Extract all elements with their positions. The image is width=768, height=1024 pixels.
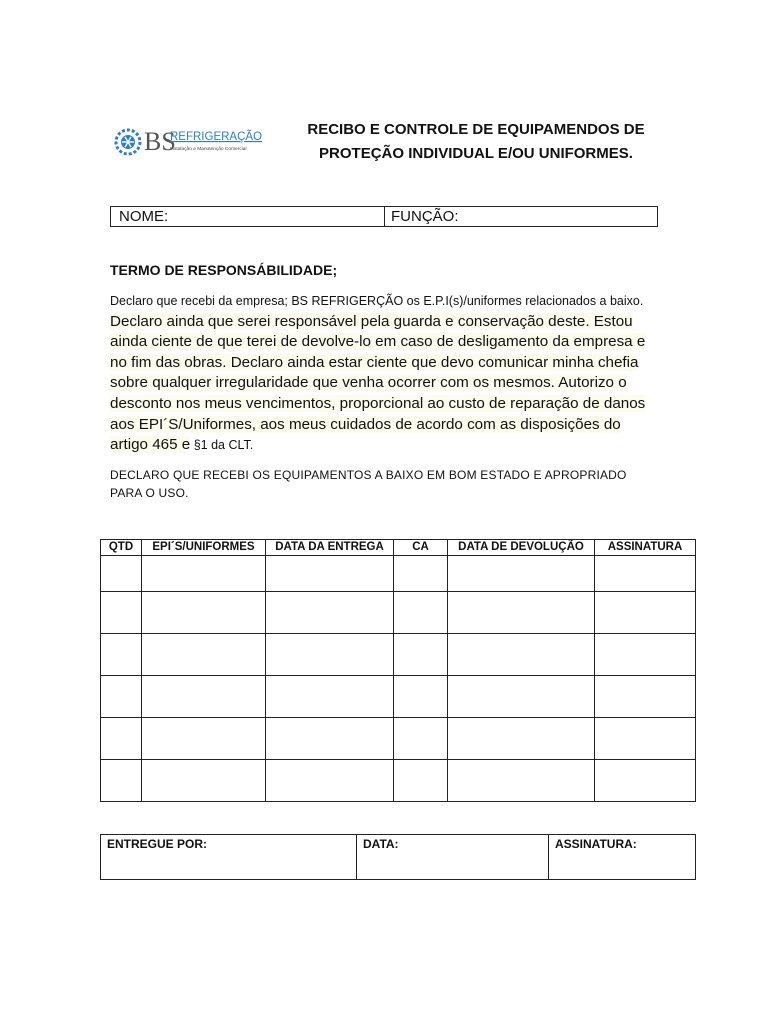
table-cell[interactable]: [595, 592, 696, 634]
epi-table-header: [101, 540, 696, 556]
table-cell[interactable]: [448, 634, 595, 676]
logo-tagline: Instalação e Manutenção Comercial: [170, 147, 247, 152]
signature-field[interactable]: [549, 835, 696, 880]
delivered-by-field[interactable]: [101, 835, 357, 880]
table-cell[interactable]: [394, 556, 448, 592]
term-intro: Declaro que recebi da empresa; BS REFRIGERÇÃO os E.P.I(s)/uniformes relacionados a baixo.: [110, 294, 644, 308]
col-data-entrega: DATA DA ENTREGA: [266, 540, 394, 556]
table-cell[interactable]: [394, 760, 448, 802]
table-row: [101, 634, 696, 676]
table-cell[interactable]: [394, 634, 448, 676]
date-field[interactable]: [357, 835, 549, 880]
col-qtd: QTD: [101, 540, 142, 556]
function-field[interactable]: [385, 207, 657, 226]
term-title: TERMO DE RESPONSÁBILIDADE;: [110, 262, 338, 278]
table-cell[interactable]: [142, 592, 266, 634]
title-line-1: RECIBO E CONTROLE DE EQUIPAMENDOS DE: [307, 121, 645, 138]
table-cell[interactable]: [266, 676, 394, 718]
term-text: [110, 291, 658, 456]
company-logo: [108, 112, 268, 168]
logo-brand-name: REFRIGERAÇÃO: [170, 131, 263, 143]
snowflake-gear-icon: [108, 112, 268, 168]
signature-label: ASSINATURA:: [555, 837, 637, 851]
signature-table: [100, 834, 696, 880]
logo-initials: BS: [144, 127, 176, 156]
function-label: FUNÇÃO:: [391, 208, 459, 225]
table-cell[interactable]: [101, 718, 142, 760]
table-cell[interactable]: [101, 634, 142, 676]
table-cell[interactable]: [595, 634, 696, 676]
table-cell[interactable]: [142, 634, 266, 676]
table-cell[interactable]: [394, 718, 448, 760]
declaration-text: DECLARO QUE RECEBI OS EQUIPAMENTOS A BAIXO EM BOM ESTADO E APROPRIADO PARA O USO.: [110, 468, 627, 500]
table-cell[interactable]: [394, 676, 448, 718]
table-cell[interactable]: [448, 718, 595, 760]
table-cell[interactable]: [266, 718, 394, 760]
table-cell[interactable]: [595, 676, 696, 718]
table-cell[interactable]: [595, 760, 696, 802]
signature-row: [101, 835, 696, 880]
table-cell[interactable]: [448, 592, 595, 634]
table-row: [101, 592, 696, 634]
table-cell[interactable]: [101, 556, 142, 592]
date-label: DATA:: [363, 837, 399, 851]
document-title: [288, 118, 664, 166]
table-cell[interactable]: [101, 760, 142, 802]
table-cell[interactable]: [101, 676, 142, 718]
term-body: Declaro ainda que serei responsável pela guarda e conservação deste. Estou ainda ciente de que terei de devolve-lo em caso de desligamento da empresa e no fim das obras. Declaro ainda estar ciente que devo comunicar minha chefia sobre qualquer irregularidade que venha ocorrer com os mesmos. Autorizo o desconto nos meus vencimentos, proporcional ao custo de reparação de danos aos EPI´S/Uniformes, aos meus cuidados de acordo com as disposições do artigo 465 e: [110, 312, 646, 454]
table-cell[interactable]: [142, 718, 266, 760]
identification-table: [110, 206, 658, 227]
title-line-2: PROTEÇÃO INDIVIDUAL E/OU UNIFORMES.: [319, 145, 633, 162]
epi-table: [100, 539, 696, 802]
table-cell[interactable]: [142, 556, 266, 592]
table-cell[interactable]: [266, 634, 394, 676]
table-cell[interactable]: [595, 556, 696, 592]
name-label: NOME:: [119, 208, 169, 225]
table-row: [101, 718, 696, 760]
table-row: [101, 556, 696, 592]
table-cell[interactable]: [101, 592, 142, 634]
table-cell[interactable]: [448, 556, 595, 592]
table-cell[interactable]: [266, 556, 394, 592]
table-cell[interactable]: [448, 676, 595, 718]
name-field[interactable]: [111, 207, 385, 226]
table-cell[interactable]: [142, 760, 266, 802]
table-cell[interactable]: [266, 592, 394, 634]
col-epi-uniformes: EPI´S/UNIFORMES: [142, 540, 266, 556]
term-ending: §1 da CLT.: [190, 438, 254, 453]
col-data-devolucao: DATA DE DEVOLUÇÃO: [448, 540, 595, 556]
table-cell[interactable]: [142, 676, 266, 718]
table-cell[interactable]: [595, 718, 696, 760]
table-cell[interactable]: [448, 760, 595, 802]
table-cell[interactable]: [394, 592, 448, 634]
table-cell[interactable]: [266, 760, 394, 802]
delivered-by-label: ENTREGUE POR:: [107, 837, 208, 851]
table-row: [101, 760, 696, 802]
col-assinatura: ASSINATURA: [595, 540, 696, 556]
col-ca: CA: [394, 540, 448, 556]
table-row: [101, 676, 696, 718]
